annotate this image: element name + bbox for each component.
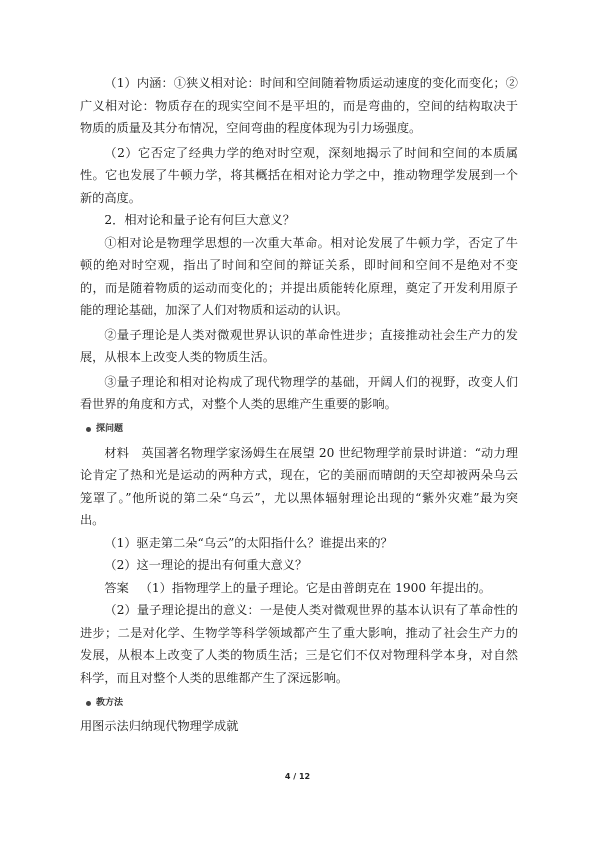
- answer-label: 答案: [104, 580, 129, 595]
- answer-2: （2）量子理论提出的意义：一是使人类对微观世界的基本认识有了革命性的进步；二是对化学、生物学等科学领域都产生了重大影响，推动了社会生产力的发展，从根本上改变了人类的物质生活；三是它们不仅对物理科学本身，对自然科学，而且对整个人类的思维都产生了深远影响。: [80, 603, 518, 685]
- paragraph-quantum-progress: ②量子理论是人类对微观世界认识的革命性进步；直接推动社会生产力的发展，从根本上改变人类的物质生活。: [80, 327, 518, 364]
- paragraph-method: 用图示法归纳现代物理学成就: [80, 719, 239, 733]
- paragraph-relativity-revolution: ①相对论是物理学思想的一次重大革命。相对论发展了牛顿力学，否定了牛顿的绝对时空观，指出了时间和空间的辩证关系，即时间和空间不是绝对不变的，而是随着物质的运动而变化的；并提出质能转化原理，奠定了开发利用原子能的理论基础，加深了人们对物质和运动的认识。: [80, 235, 518, 317]
- section-heading-method: [80, 691, 518, 715]
- question-1: （1）驱走第二朵“乌云”的太阳指什么？谁提出来的？: [104, 535, 393, 550]
- bullet-icon: [86, 701, 91, 706]
- paragraph-relativity-connotation: （1）内涵：①狭义相对论：时间和空间随着物质运动速度的变化而变化；②广义相对论：物质存在的现实空间不是平坦的，而是弯曲的，空间的结构取决于物质的质量及其分布情况，空间弯曲的程度体现为引力场强度。: [80, 76, 518, 135]
- paragraph-relativity-significance: （2）它否定了经典力学的绝对时空观，深刻地揭示了时间和空间的本质属性。它也发展了牛顿力学，将其概括在相对论力学之中，推动物理学发展到一个新的高度。: [80, 145, 518, 205]
- body-text: [80, 72, 518, 738]
- answer-1-text: （1）指物理学上的量子理论。它是由普朗克在 1900 年提出的。: [139, 580, 491, 595]
- page-number: 4 / 12: [284, 772, 311, 781]
- question-2: （2）这一理论的提出有何重大意义？: [104, 558, 308, 572]
- bullet-icon: [86, 427, 91, 432]
- answer-1: [80, 577, 518, 600]
- section-heading-label: 教方法: [96, 697, 124, 708]
- section-heading-label: 探问题: [96, 424, 124, 435]
- section-heading-explore: [80, 418, 518, 442]
- question-heading: 2．相对论和量子论有何巨大意义？: [104, 213, 295, 227]
- paragraph-material: 材料 英国著名物理学家汤姆生在展望 20 世纪物理学前景时讲道：“动力理论肯定了热和光是运动的两种方式，现在，它的美丽而晴朗的天空却被两朵乌云笼罩了。”他所说的第二朵“乌云”，尤以黑体辐射理论出现的“紫外灾难”最为突出。: [80, 445, 518, 527]
- paragraph-modern-physics-foundation: ③量子理论和相对论构成了现代物理学的基础，开阔人们的视野，改变人们看世界的角度和方式，对整个人类的思维产生重要的影响。: [80, 374, 518, 411]
